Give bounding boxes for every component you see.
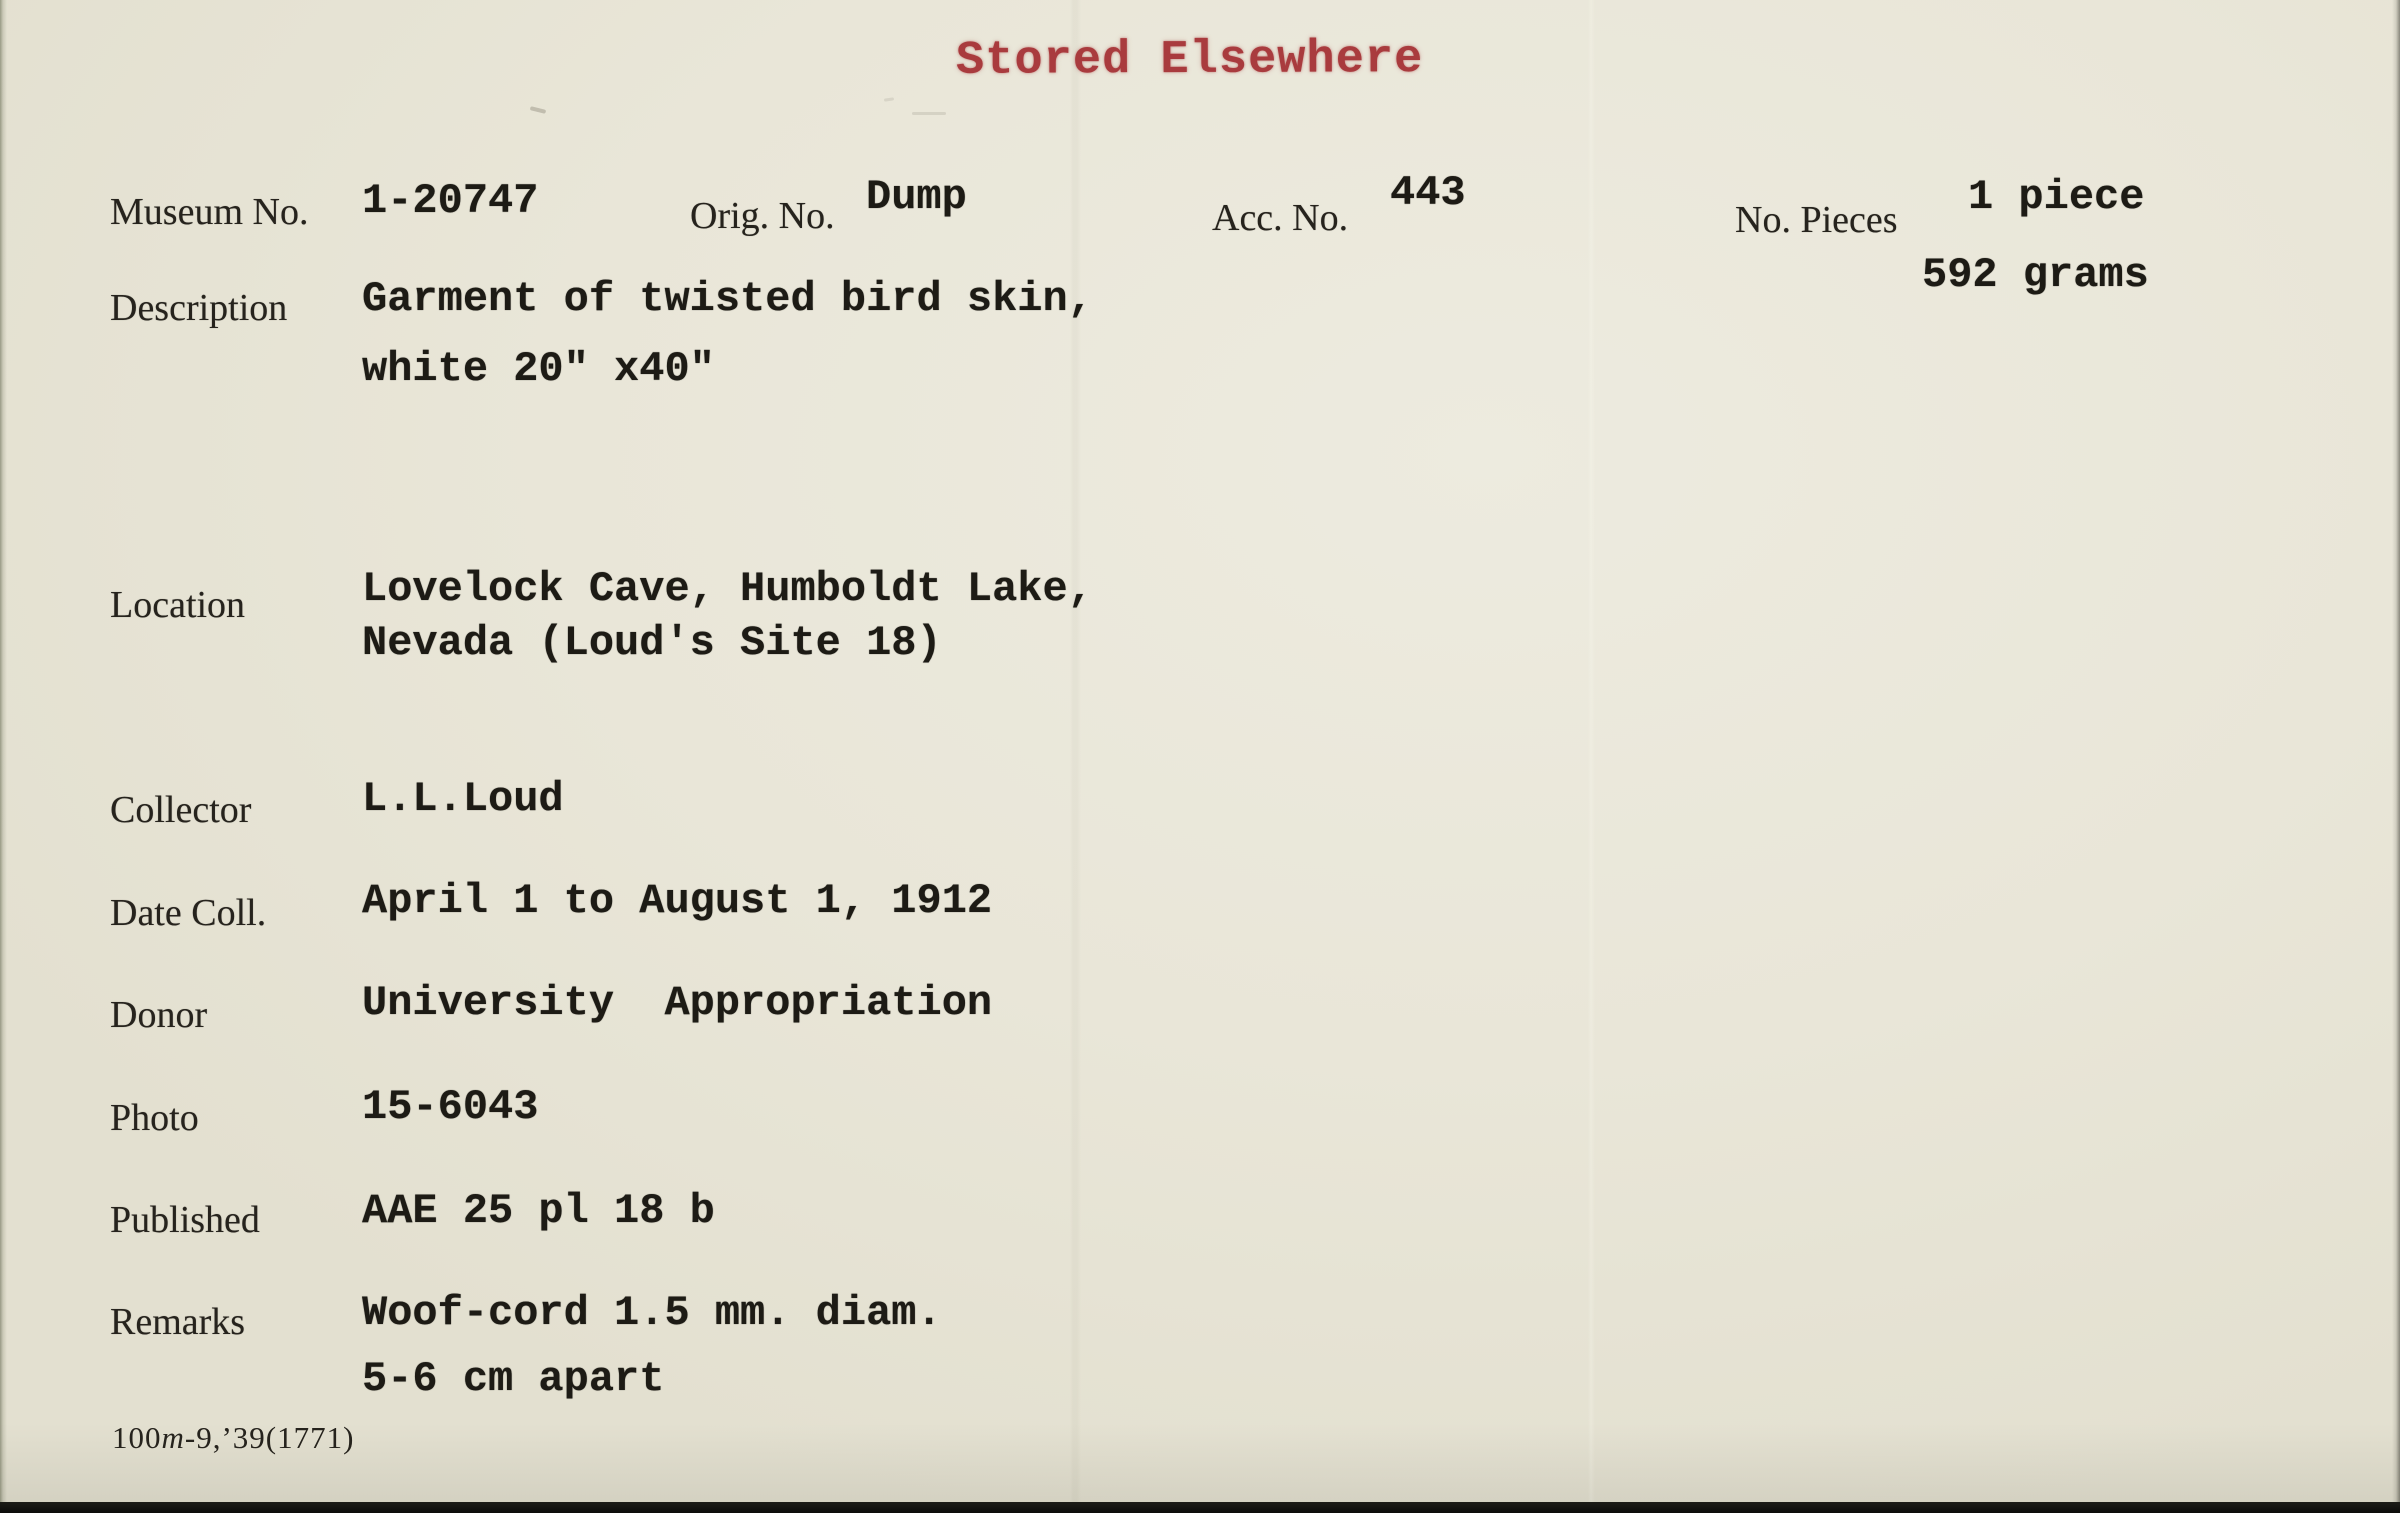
pencil-smudge bbox=[884, 97, 894, 101]
published-label: Published bbox=[110, 1199, 260, 1241]
date-coll-label: Date Coll. bbox=[110, 892, 267, 934]
description-label: Description bbox=[110, 287, 288, 329]
acc-no-label: Acc. No. bbox=[1212, 197, 1349, 239]
photo-label: Photo bbox=[110, 1097, 199, 1139]
no-pieces-value: 1 piece bbox=[1968, 173, 2145, 221]
published-value: AAE 25 pl 18 b bbox=[362, 1187, 715, 1235]
donor-label: Donor bbox=[110, 994, 208, 1036]
remarks-line2: 5-6 cm apart bbox=[362, 1355, 665, 1403]
form-number-prefix: 100 bbox=[112, 1420, 162, 1455]
no-pieces-label: No. Pieces bbox=[1735, 199, 1898, 241]
location-line2: Nevada (Loud's Site 18) bbox=[362, 619, 942, 667]
form-number bbox=[112, 1420, 354, 1456]
pencil-smudge bbox=[530, 106, 546, 114]
description-line1: Garment of twisted bird skin, bbox=[362, 275, 1093, 323]
date-coll-value: April 1 to August 1, 1912 bbox=[362, 877, 993, 925]
description-line2: white 20" x40" bbox=[362, 345, 715, 393]
location-line1: Lovelock Cave, Humboldt Lake, bbox=[362, 565, 1093, 613]
collector-label: Collector bbox=[110, 789, 252, 831]
pencil-smudge bbox=[912, 112, 946, 115]
location-label: Location bbox=[110, 584, 246, 626]
museum-no-value: 1-20747 bbox=[362, 177, 539, 225]
collector-value: L.L.Loud bbox=[362, 775, 564, 823]
remarks-label: Remarks bbox=[110, 1301, 246, 1343]
acc-no-value: 443 bbox=[1390, 169, 1466, 217]
scan-edge-bottom bbox=[0, 1502, 2400, 1513]
photo-value: 15-6043 bbox=[362, 1083, 539, 1131]
form-number-italic: m bbox=[161, 1420, 185, 1455]
stored-elsewhere-stamp: Stored Elsewhere bbox=[955, 33, 1424, 88]
form-number-suffix: -9,’39(1771) bbox=[184, 1420, 355, 1455]
orig-no-value: Dump bbox=[866, 173, 967, 221]
remarks-line1: Woof-cord 1.5 mm. diam. bbox=[362, 1289, 942, 1337]
weight-value: 592 grams bbox=[1922, 251, 2149, 299]
museum-no-label: Museum No. bbox=[110, 191, 309, 233]
orig-no-label: Orig. No. bbox=[690, 195, 835, 237]
donor-value: University Appropriation bbox=[362, 979, 993, 1027]
